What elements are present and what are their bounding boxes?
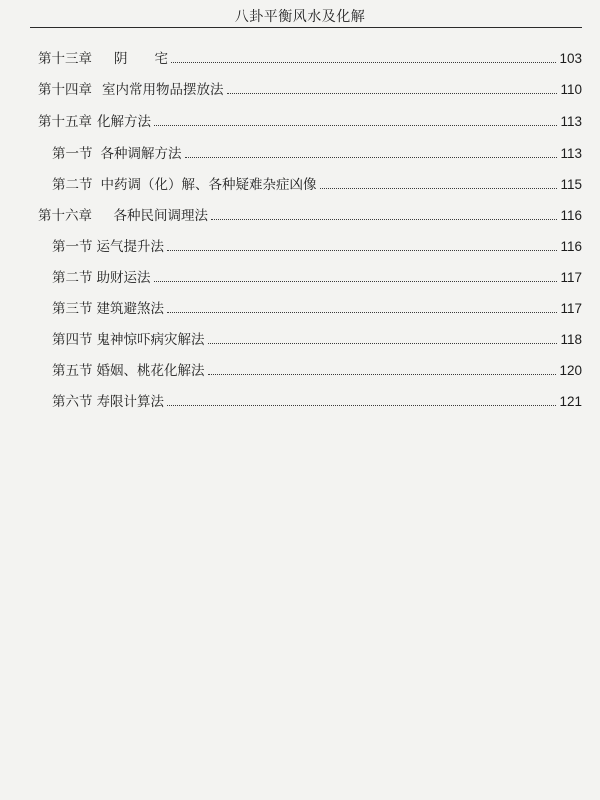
toc-entry-section-16-1 [52,234,582,256]
toc-entry-title: 各种调解方法 [100,146,182,162]
toc-entry-page: 118 [560,332,582,347]
toc-entry-number: 第一节 [52,146,93,162]
dot-leader [208,373,557,375]
toc-entry-section-15-2 [52,172,582,194]
toc-entry-number: 第十四章 [38,82,92,98]
toc-entry-number: 第六节 [52,394,93,410]
running-title: 八卦平衡风水及化解 [234,9,366,25]
toc-entry-page: 117 [560,270,582,285]
toc-entry-number: 第十三章 [38,51,92,67]
toc-entry-number: 第二节 [52,177,93,193]
toc-entry-title: 助财运法 [96,270,151,286]
toc-entry-section-16-6 [52,389,582,411]
dot-leader [211,218,557,220]
toc-entry-number: 第一节 [52,239,93,255]
toc-entry-number: 第十六章 [38,208,92,224]
toc-entry-section-16-3 [52,296,582,318]
toc-entry-page: 115 [560,177,582,192]
toc-entry-section-16-2 [52,265,582,287]
dot-leader [167,404,556,406]
toc-entry-number: 第十五章 [38,114,92,130]
dot-leader [154,124,557,126]
toc-entry-number: 第二节 [52,270,93,286]
toc-entry-title: 建筑避煞法 [96,301,164,317]
toc-entry-title: 各种民间调理法 [100,208,208,224]
toc-entry-number: 第五节 [52,363,93,379]
toc-entry-page: 103 [559,51,582,66]
toc-entry-chapter-13 [38,46,582,68]
toc-entry-title: 化解方法 [97,114,151,130]
toc-entry-title: 运气提升法 [96,239,164,255]
dot-leader [320,187,558,189]
toc-entry-number: 第四节 [52,332,93,348]
toc-entry-title: 室内常用物品摆放法 [102,82,224,98]
dot-leader [154,280,558,282]
toc-entry-page: 117 [560,301,582,316]
toc-entry-page: 120 [559,363,582,378]
header-rule [30,27,582,28]
toc-entry-section-15-1 [52,141,582,163]
toc-entry-page: 110 [560,82,582,97]
toc-entry-chapter-16 [38,203,582,225]
toc-entry-page: 113 [560,146,582,161]
dot-leader [227,92,558,94]
dot-leader [208,342,558,344]
dot-leader [185,156,558,158]
toc-entry-section-16-4 [52,327,582,349]
toc-entry-title: 寿限计算法 [96,394,164,410]
toc-entry-chapter-14 [38,77,582,99]
toc-entry-page: 116 [560,208,582,223]
toc-entry-chapter-15 [38,109,582,131]
dot-leader [167,249,557,251]
toc-entry-title: 阴 宅 [114,51,168,67]
toc-entry-page: 113 [560,114,582,129]
dot-leader [171,61,556,63]
toc-entry-page: 121 [559,394,582,409]
toc-entry-section-16-5 [52,358,582,380]
page-header [0,0,600,30]
dot-leader [167,311,557,313]
toc-entry-title: 中药调（化）解、各种疑难杂症凶像 [100,177,317,193]
toc-entry-number: 第三节 [52,301,93,317]
toc-entry-title: 鬼神惊吓病灾解法 [96,332,205,348]
toc-entry-title: 婚姻、桃花化解法 [96,363,205,379]
toc-entry-page: 116 [560,239,582,254]
